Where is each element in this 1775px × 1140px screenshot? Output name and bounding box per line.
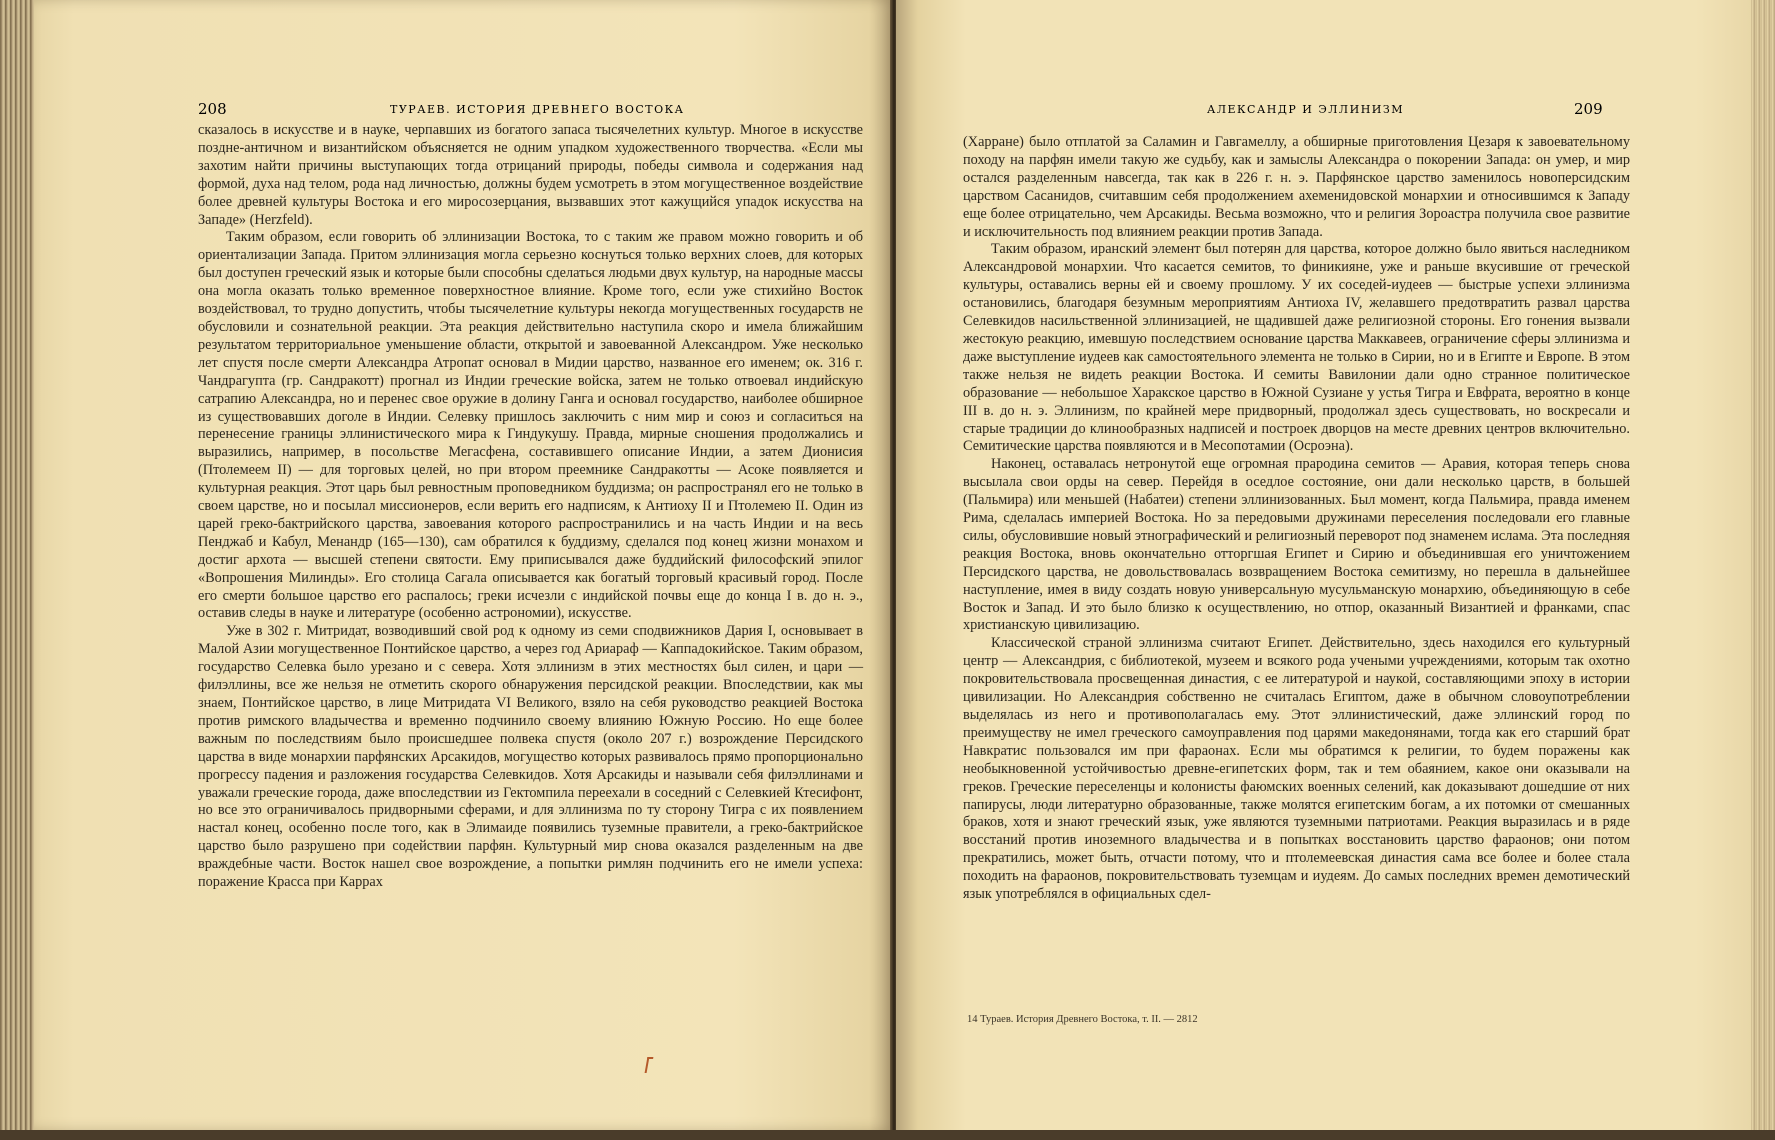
running-head: ТУРАЕВ. ИСТОРИЯ ДРЕВНЕГО ВОСТОКА <box>390 103 685 116</box>
pencil-mark <box>645 1057 654 1073</box>
book-bottom-edge <box>0 1130 1775 1140</box>
paragraph: Уже в 302 г. Митридат, возводивший свой род к одному из семи сподвижников Дария I, основывает в Малой Азии могущественное Понтийское царство, а через год Ариараф — Каппадокийское. Таким образом, государство Селевка было урезано и с севера. Хотя эллинизм в этих местностях был силен, и цари — филэллины, все же нельзя не отметить скорого обнаружения персидской реакции. Впоследствии, как мы знаем, Понтийское царство, в лице Митридата VI Великого, взяло на себя руководство реакцией Востока против римского владычества и временно подчинило своему влиянию Южную Россию. Но еще более важным по последствиям было происшедшее полвека спустя (около 207 г.) возрождение Персидского царства в виде монархии парфянских Арсакидов, могущество которых развивалось прямо пропорционально прогрессу падения и разложения государства Селевкидов. Хотя Арсакиды и называли себя филэллинами и уважали греческие города, даже впоследствии из Гектомпила переехали в соседний с Селевкией Ктесифонт, но все это ограничивалось придворными сферами, и для эллинизма по ту сторону Тигра с их появлением настал конец, особенно после того, как в Элимаиде появились туземные правители, а греко-бактрийское царство было разрушено при содействии парфян. Культурный мир снова оказался разделенным на две враждебные части. Восток нашел свое возрождение, а попытки римлян подчинить его не имели успеха: поражение Красса при Каррах <box>198 623 863 891</box>
body-text <box>198 122 863 892</box>
right-page-edges <box>1751 0 1775 1140</box>
page-number: 209 <box>1574 100 1603 118</box>
paragraph: (Харране) было отплатой за Саламин и Гавгамеллу, а обширные приготовления Цезаря к завоевательному походу на парфян имели такую же судьбу, как и замыслы Александра о покорении Запада: он умер, и мир остался разделенным навсегда, так как в 226 г. н. э. Парфянское царство заменилось новоперсидским царством Сасанидов, считавшим себя продолжением ахеменидовской монархии и относившимся к Западу еще более отрицательно, чем Арсакиды. Весьма возможно, что и религия Зороастра получила свое развитие и исключительность под влиянием реакции против Запада. <box>963 134 1630 240</box>
page-number: 208 <box>198 100 227 118</box>
paragraph: сказалось в искусстве и в науке, черпавших из богатого запаса тысячелетних культур. Многое в искусстве поздне-античном и византийском объясняется не одним упадком художественного творчества. «Если мы захотим найти причины выступающих тогда отрицаний природы, победы символа и содержания над формой, духа над телом, рода над личностью, должны будем усмотреть в этом могущественное воздействие более древней культуры Востока и его миросозерцания, вызвавших этот кажущийся упадок искусства на Западе» (Herzfeld). <box>198 122 863 228</box>
paragraph: Классической страной эллинизма считают Египет. Действительно, здесь находился его культурный центр — Александрия, с библиотекой, музеем и всякого рода учеными учреждениями, которым так охотно покровительствовала просвещенная династия, с ее литературой и наукой, составляющими эпоху в истории цивилизации. Но Александрия собственно не считалась Египтом, даже в обычном словоупотреблении выделялась из него и противополагалась ему. Этот эллинистический, даже эллинский город по преимуществу не имел греческого самоуправления под царями македонянами, тогда как его старший брат Навкратис пользовался им при фараонах. Если мы обратимся к религии, то будем поражены как необыкновенной устойчивостью древне-египетских форм, так и тем обаянием, какое они оказывали на греков. Греческие переселенцы и колонисты фаюмских военных селений, как доказывают дошедшие от них папирусы, люди литературно образованные, также молятся египетским богам, а их потомки от смешанных браков, хотя и знают греческий язык, уже являются туземными патриотами. Реакция выразилась и в ряде восстаний против иноземного владычества и в попытках восстановить царство фараонов; они потом прекратились, может быть, отчасти потому, что и птолемеевская династия сама все более и более стала походить на фараонов, покровительствовать туземцам и иудеям. До самых последних времен демотический язык употреблялся в официальных сдел- <box>963 635 1630 903</box>
left-page <box>34 0 894 1130</box>
page-footer: 14 Тураев. История Древнего Востока, т. II. — 2812 <box>967 1014 1198 1025</box>
paragraph: Наконец, оставалась нетронутой еще огромная прародина семитов — Аравия, которая теперь снова высылала свои орды на север. Перейдя в оседлое состояние, они дали несколько царств, в большей (Пальмира) или меньшей (Набатеи) степени эллинизованных. Был момент, когда Пальмира, правда именем Рима, сделалась империей Востока. Но за передовыми дружинами переселения последовали его главные силы, обусловившие новый этнографический и религиозный переворот под знаменем ислама. Эта последняя реакция Востока, вновь окончательно отторгшая Египет и Сирию и объединившая его уничтожением Персидского царства, не довольствовалась возвращением Востока семитизму, но перешла в дальнейшее наступление, имея в виду создать новую универсальную мусульманскую монархию, объединяющую в себе Восток и Запад. И это было близко к осуществлению, но отпор, оказанный Византией и франками, спас христианскую цивилизацию. <box>963 456 1630 634</box>
paragraph: Таким образом, если говорить об эллинизации Востока, то с таким же правом можно говорить и об ориентализации Запада. Притом эллинизация могла серьезно коснуться только верхних слоев, для которых был доступен греческий язык и которые были способны сделаться людьми двух культур, на народные массы она могла оказать только временное поверхностное влияние. Кроме того, если уже стихийно Восток воздействовал, то трудно допустить, чтобы тысячелетние культуры некогда могущественных государств не обусловили и сознательной реакции. Эта реакция действительно наступила скоро и имела ближайшим результатом территориальное уменьшение области, открытой и завоеванной Александром. Уже несколько лет спустя после смерти Александра Атропат основал в Мидии царство, названное его именем; ок. 316 г. Чандрагупта (гр. Сандракотт) прогнал из Индии греческие войска, затем не только отвоевал индийскую сатрапию Александра, но и перенес свое оружие в долину Ганга и основал государство, наиболее обширное из существовавших доголе в Индии. Селевку пришлось заключить с ним мир и союз и согласиться на перенесение границы эллинистического мира к Гиндукушу. Правда, мирные сношения продолжались и выразились, например, в посольстве Мегасфена, составившего описание Индии, а затем Дионисия (Птолемеем II) — для торговых целей, но при втором преемнике Сандракотты — Асоке появляется и культурная реакция. Этот царь был ревностным проповедником буддизма; он распространял его не только в своем царстве, но и посылал миссионеров, если верить его надписям, к Антиоху II и Птолемею II. Один из царей греко-бактрийского царства, завоевания которого распространились и на часть Индии и на весь Пенджаб и Кабул, Менандр (165—130), сам обратился к буддизму, сделался под конец жизни монахом и достиг архота — высшей степени святости. Ему приписывался даже буддийский философский эпилог «Вопрошения Милинды». Его столица Сагала описывается как богатый торговый красивый город. После его смерти большое царство его распалось; греки исчезли с индийской почвы еще до конца I в. до н. э., оставив следы в науке и литературе (особенно астрономии), искусстве. <box>198 229 863 622</box>
body-text <box>963 134 1630 904</box>
running-head: АЛЕКСАНДР И ЭЛЛИНИЗМ <box>1207 103 1404 116</box>
left-page-edges <box>0 0 34 1140</box>
right-page <box>896 0 1751 1130</box>
paragraph: Таким образом, иранский элемент был потерян для царства, которое должно было явиться наследником Александровой монархии. Что касается семитов, то финикияне, уже и раньше вкусившие от греческой культуры, оставались верны ей и своему прошлому. У их соседей-иудеев — быстрые успехи эллинизма остановились, благодаря безумным мероприятиям Антиоха IV, желавшего предотвратить развал царства Селевкидов насильственной эллинизацией, не щадившей даже религиозной стороны. Его гонения вызвали жестокую реакцию, имевшую последствием основание царства Маккавеев, ограничение сферы эллинизма и даже выступление иудеев как самостоятельного элемента не только в Сирии, но и в Египте и Европе. В этом также нельзя не видеть реакции Востока. И семиты Вавилонии дали одно странное политическое образование — небольшое Харакское царство в Южной Сузиане у устья Тигра и Евфрата, вероятно в конце III в. до н. э. Эллинизм, по крайней мере придворный, продолжал здесь существовать, но воскресали и старые традиции до клинообразных надписей и построек дворцов на месте древних центров включительно. Семитические царства появляются и в Месопотамии (Осроэна). <box>963 241 1630 455</box>
